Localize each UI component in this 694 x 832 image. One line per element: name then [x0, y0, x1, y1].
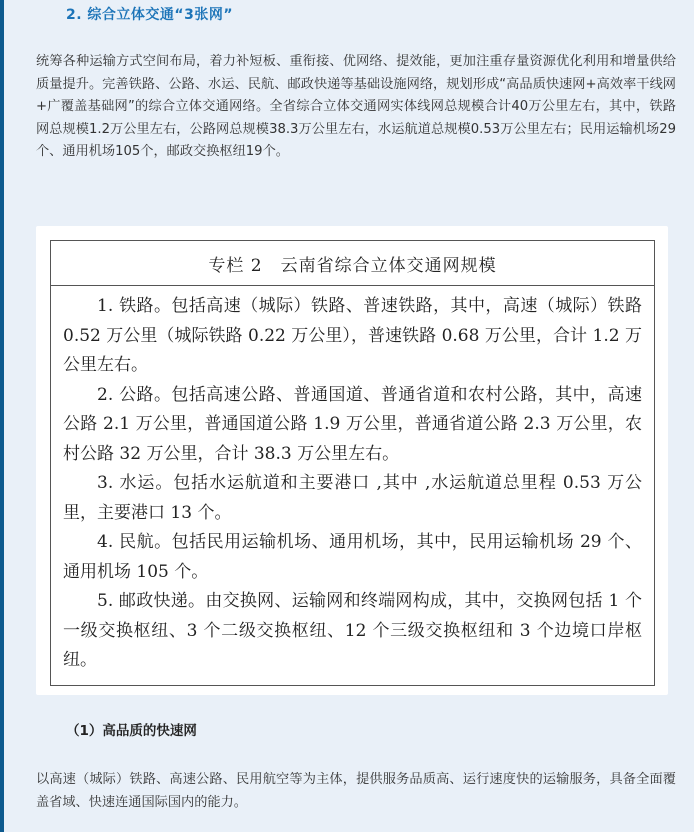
box-item-highway: 2. 公路。包括高速公路、普通国道、普通省道和农村公路，其中，高速公路 2.1 万公里，普通国道公路 1.9 万公里，普通省道公路 2.3 万公里，农村公路 32 万公里，合计 38.3 万公里左右。 — [63, 384, 642, 464]
box-item-railway: 1. 铁路。包括高速（城际）铁路、普速铁路，其中，高速（城际）铁路 0.52 万公里（城际铁路 0.22 万公里），普速铁路 0.68 万公里，合计 1.2 万公里左右。 — [63, 296, 642, 375]
sidebar-box-image — [36, 226, 668, 695]
subsection-heading: （1）高品质的快速网 — [66, 723, 197, 739]
box-item-postal: 5. 邮政快递。由交换网、运输网和终端网构成，其中，交换网包括 1 个一级交换枢纽、3 个二级交换枢纽、12 个三级交换枢纽和 3 个边境口岸枢纽。 — [63, 591, 642, 670]
sidebar-box-table — [50, 240, 655, 686]
box-item-waterway: 3. 水运。包括水运航道和主要港口 ,其中 ,水运航道总里程 0.53 万公里，主要港口 13 个。 — [63, 473, 642, 523]
intro-paragraph: 统筹各种运输方式空间布局，着力补短板、重衔接、优网络、提效能，更加注重存量资源优化利用和增量供给质量提升。完善铁路、公路、水运、民航、邮政快递等基础设施网络，规划形成“高品质快速网+高效率干线网+广覆盖基础网”的综合立体交通网络。全省综合立体交通网实体线网总规模合计40万公里左右，其中，铁路网总规模1.2万公里左右，公路网总规模38.3万公里左右，水运航道总规模0.53万公里左右；民用运输机场29个、通用机场105个，邮政交换枢纽19个。 — [36, 54, 676, 159]
box-item-aviation: 4. 民航。包括民用运输机场、通用机场，其中，民用运输机场 29 个、通用机场 105 个。 — [63, 532, 642, 582]
section-heading: 2. 综合立体交通“3张网” — [66, 7, 234, 23]
sidebar-box-title-row — [51, 241, 654, 286]
sidebar-box-body — [51, 286, 654, 676]
sidebar-box-title: 专栏 2 云南省综合立体交通网规模 — [208, 255, 497, 276]
subsection-paragraph: 以高速（城际）铁路、高速公路、民用航空等为主体，提供服务品质高、运行速度快的运输服务，具备全面覆盖省域、快速连通国际国内的能力。 — [36, 772, 676, 810]
article-panel — [4, 0, 694, 832]
